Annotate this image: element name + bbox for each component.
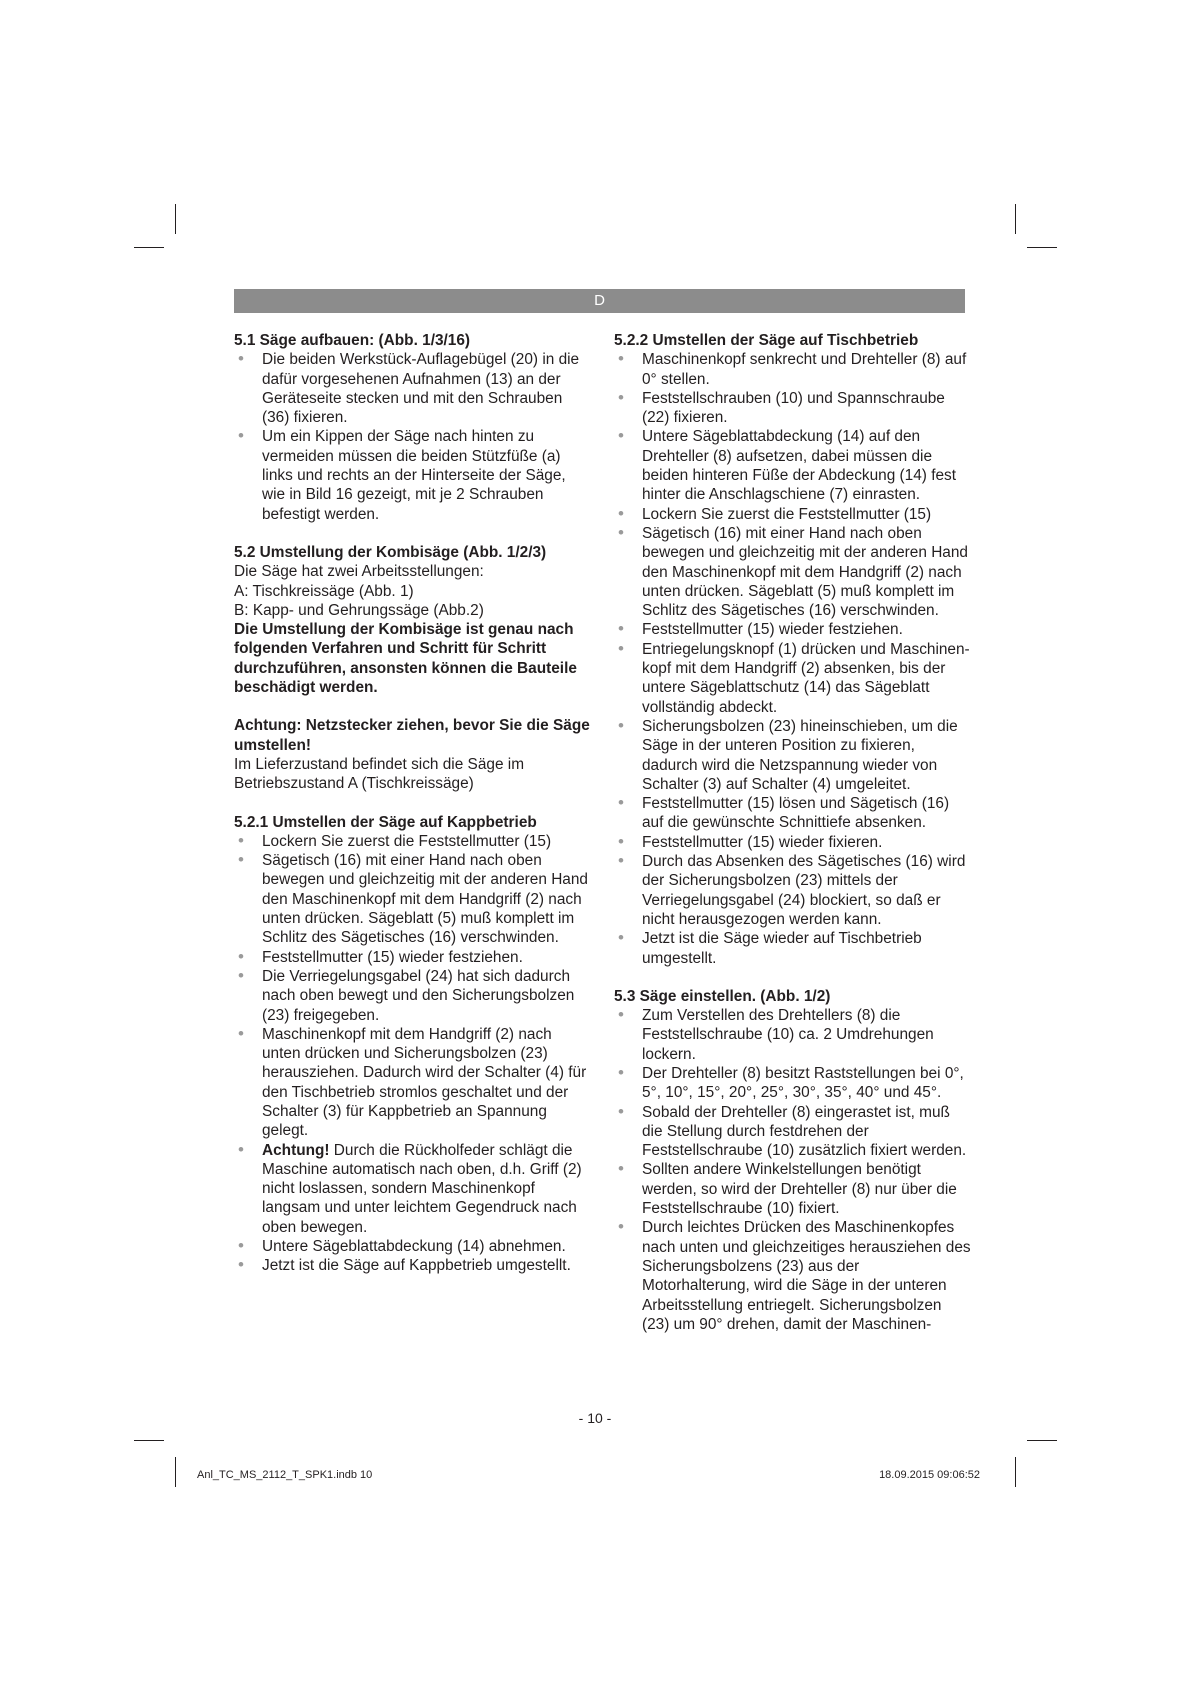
list-item: • Sicherungsbolzen (23) hineinschieben, um die Säge in der unteren Position zu fixieren, dadurch wird die Netzspannung wieder von Schalter (3) auf Schalter (4) umgeleitet. <box>614 717 971 794</box>
list-item: • Sollten andere Winkelstellungen benötigt werden, so wird der Drehteller (8) nur über die Feststellschraube (10) fixiert. <box>614 1160 971 1218</box>
text-line: B: Kapp- und Gehrungssäge (Abb.2) <box>234 601 484 619</box>
section-heading: 5.2.1 Umstellen der Säge auf Kappbetrieb <box>234 813 537 831</box>
bullet-list <box>614 350 971 968</box>
warning-text: Durch die Rückholfeder schlägt die Maschine automatisch nach oben, d.h. Griff (2) nicht loslassen, sondern Maschinenkopf langsam und unter leichtem Gegendruck nach oben bewegen. <box>262 1141 582 1236</box>
list-item: • Feststellmutter (15) lösen und Sägetisch (16) auf die gewünschte Schnittiefe absenken. <box>614 794 971 833</box>
right-column <box>614 331 971 1353</box>
text-line: A: Tischkreissäge (Abb. 1) <box>234 582 414 600</box>
list-item: • Jetzt ist die Säge auf Kappbetrieb umgestellt. <box>234 1256 591 1275</box>
list-item: • Untere Sägeblattabdeckung (14) auf den Drehteller (8) aufsetzen, dabei müssen die beiden hinteren Füße der Abdeckung (14) fest hinter die Anschlagschiene (7) einrasten. <box>614 427 971 504</box>
crop-mark <box>134 1440 164 1441</box>
list-item: • Sägetisch (16) mit einer Hand nach oben bewegen und gleichzeitig mit der anderen Hand den Maschinenkopf mit dem Handgriff (2) nach unten drücken. Sägeblatt (5) muß komplett im Schlitz des Sägetisches (16) verschwinden. <box>614 524 971 620</box>
bold-notice: Die Umstellung der Kombisäge ist genau nach folgenden Verfahren und Schritt für Schritt durchzuführen, ansonsten können die Bauteile beschädigt werden. <box>234 621 577 697</box>
language-header-bar: D <box>234 289 965 313</box>
crop-mark <box>1015 204 1016 234</box>
list-item: • Maschinenkopf mit dem Handgriff (2) nach unten drücken und Sicherungsbolzen (23) herausziehen. Dadurch wird der Schalter (4) für den Tischbetrieb stromlos geschaltet und der Schalter (3) für Kappbetrieb an Spannung gelegt. <box>234 1025 591 1141</box>
list-item: • Untere Sägeblattabdeckung (14) abnehmen. <box>234 1237 591 1256</box>
section-heading: 5.2.2 Umstellen der Säge auf Tischbetrieb <box>614 332 919 349</box>
list-item: • Feststellmutter (15) wieder festziehen. <box>614 620 971 639</box>
list-item <box>234 1141 591 1237</box>
list-item: • Feststellmutter (15) wieder festziehen. <box>234 948 591 967</box>
section-5-2 <box>234 543 591 697</box>
crop-mark <box>1027 247 1057 248</box>
list-item: • Jetzt ist die Säge wieder auf Tischbetrieb umgestellt. <box>614 929 971 968</box>
section-5-3 <box>614 987 971 1334</box>
list-item: • Zum Verstellen des Drehtellers (8) die Feststellschraube (10) ca. 2 Umdrehungen lockern. <box>614 1006 971 1064</box>
bullet-list <box>234 350 591 524</box>
list-item: • Feststellmutter (15) wieder fixieren. <box>614 833 971 852</box>
left-column <box>234 331 591 1295</box>
list-item: • Entriegelungsknopf (1) drücken und Maschinen-kopf mit dem Handgriff (2) absenken, bis der untere Sägeblattschutz (14) das Sägeblatt vollständig abdeckt. <box>614 640 971 717</box>
list-item: • Sägetisch (16) mit einer Hand nach oben bewegen und gleichzeitig mit der anderen Hand den Maschinenkopf mit dem Handgriff (2) nach unten drücken. Sägeblatt (5) muß komplett im Schlitz des Sägetisches (16) verschwinden. <box>234 851 591 947</box>
page-number: - 10 - <box>578 1410 612 1426</box>
list-item: • Um ein Kippen der Säge nach hinten zu vermeiden müssen die beiden Stützfüße (a) links und rechts an der Hinterseite der Säge, wie in Bild 16 gezeigt, mit je 2 Schrauben befestigt werden. <box>234 427 591 523</box>
list-item: • Die Verriegelungsgabel (24) hat sich dadurch nach oben bewegt und den Sicherungsbolzen (23) freigegeben. <box>234 967 591 1025</box>
crop-mark <box>1015 1457 1016 1487</box>
crop-mark <box>134 247 164 248</box>
section-heading: 5.2 Umstellung der Kombisäge (Abb. 1/2/3) <box>234 543 547 561</box>
bullet-list <box>234 832 591 1276</box>
list-item: • Lockern Sie zuerst die Feststellmutter (15) <box>614 505 971 524</box>
list-item: • Durch leichtes Drücken des Maschinenkopfes nach unten und gleichzeitiges herausziehen des Sicherungsbolzens (23) aus der Motorhalterung, wird die Säge in der unteren Arbeitsstellung entriegelt. Sicherungsbolzen (23) um 90° drehen, damit der Maschinen- <box>614 1218 971 1334</box>
footer-timestamp: 18.09.2015 09:06:52 <box>879 1469 980 1481</box>
footer-filename: Anl_TC_MS_2112_T_SPK1.indb 10 <box>197 1469 373 1481</box>
crop-mark <box>1027 1440 1057 1441</box>
text-line: Die Säge hat zwei Arbeitsstellungen: <box>234 563 484 581</box>
warning-label: Achtung! <box>262 1141 330 1159</box>
bullet-list <box>614 1006 971 1334</box>
warning-text: Im Lieferzustand befindet sich die Säge im Betriebszustand A (Tischkreissäge) <box>234 755 525 793</box>
list-item: • Feststellschrauben (10) und Spannschraube (22) fixieren. <box>614 389 971 428</box>
section-5-1 <box>234 331 591 524</box>
list-item: • Die beiden Werkstück-Auflagebügel (20) in die dafür vorgesehenen Aufnahmen (13) an der Geräteseite stecken und mit den Schrauben (36) fixieren. <box>234 350 591 427</box>
list-item: • Durch das Absenken des Sägetisches (16) wird der Sicherungsbolzen (23) mittels der Verriegelungsgabel (24) blockiert, so daß er nicht herausgezogen werden kann. <box>614 852 971 929</box>
list-item: • Maschinenkopf senkrecht und Drehteller (8) auf 0° stellen. <box>614 350 971 389</box>
section-5-2-1 <box>234 813 591 1276</box>
warning-block <box>234 716 591 793</box>
section-5-2-2 <box>614 331 971 968</box>
crop-mark <box>175 1457 176 1487</box>
section-heading: 5.3 Säge einstellen. (Abb. 1/2) <box>614 987 831 1005</box>
section-heading: 5.1 Säge aufbauen: (Abb. 1/3/16) <box>234 332 471 349</box>
list-item: • Sobald der Drehteller (8) eingerastet ist, muß die Stellung durch festdrehen der Feststellschraube (10) zusätzlich fixiert werden. <box>614 1103 971 1161</box>
list-item: • Der Drehteller (8) besitzt Raststellungen bei 0°, 5°, 10°, 15°, 20°, 25°, 30°, 35°, 40° und 45°. <box>614 1064 971 1103</box>
warning-heading: Achtung: Netzstecker ziehen, bevor Sie die Säge umstellen! <box>234 717 590 754</box>
crop-mark <box>175 204 176 234</box>
list-item: • Lockern Sie zuerst die Feststellmutter (15) <box>234 832 591 851</box>
